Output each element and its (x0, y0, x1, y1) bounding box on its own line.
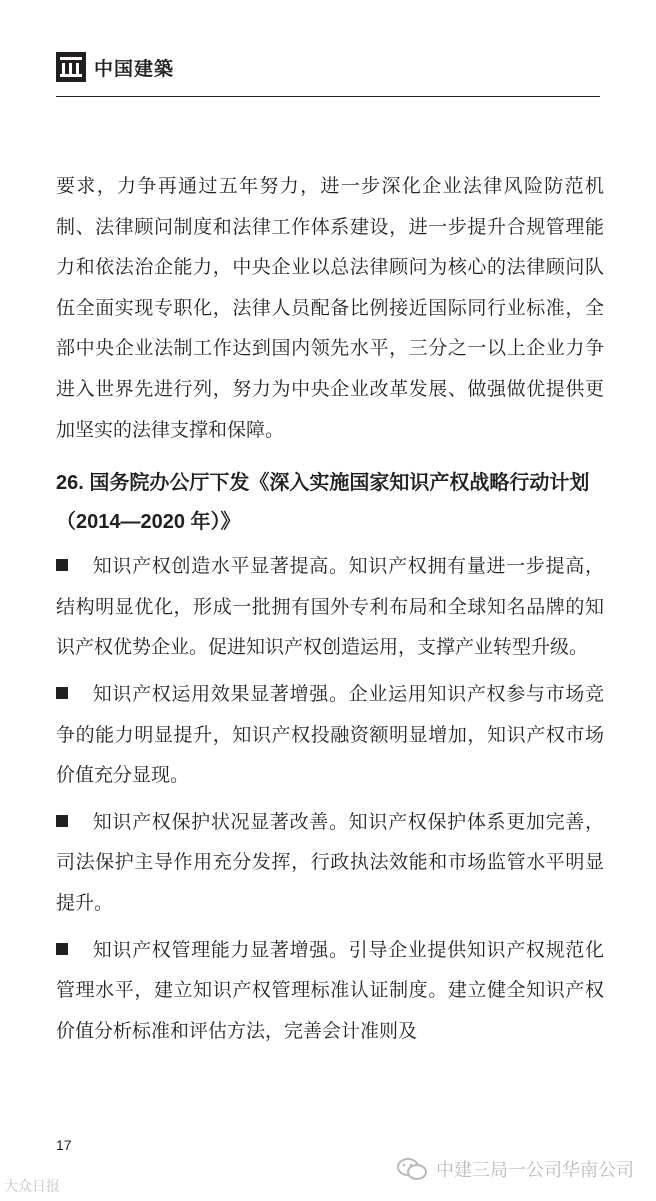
list-item (56, 674, 604, 796)
section-heading: 26. 国务院办公厅下发《深入实施国家知识产权战略行动计划（2014—2020 年）》 (56, 472, 590, 534)
document-body (56, 166, 604, 1051)
watermark-text: 中建三局一公司华南公司 (436, 1160, 634, 1181)
list-item (56, 546, 604, 668)
list-item-text: 知识产权保护状况显著改善。知识产权保护体系更加完善，司法保护主导作用充分发挥，行政执法效能和市场监管水平明显提升。 (56, 810, 604, 914)
square-bullet-icon (56, 687, 68, 699)
list-item-text: 知识产权创造水平显著提高。知识产权拥有量进一步提高，结构明显优化，形成一批拥有国外专利布局和全球知名品牌的知识产权优势企业。促进知识产权创造运用，支撑产业转型升级。 (56, 555, 604, 659)
header-rule (56, 96, 600, 97)
list-item (56, 802, 604, 924)
list-item-text: 知识产权运用效果显著增强。企业运用知识产权参与市场竞争的能力明显提升，知识产权投融资额明显增加，知识产权市场价值充分显现。 (56, 682, 604, 787)
intro-paragraph: 要求，力争再通过五年努力，进一步深化企业法律风险防范机制、法律顾问制度和法律工作体系建设，进一步提升合规管理能力和依法治企能力，中央企业以总法律顾问为核心的法律顾问队伍全面实现专职化，法律人员配备比例接近国际同行业标准，全部中央企业法制工作达到国内领先水平，三分之一以上企业力争进入世界先进行列，努力为中央企业改革发展、做强做优提供更加坚实的法律支撑和保障。 (56, 175, 604, 441)
square-bullet-icon (56, 559, 68, 571)
brand-name: 中国建築 (94, 57, 175, 80)
cscec-logo-icon (56, 52, 86, 82)
wechat-icon (396, 1157, 428, 1181)
square-bullet-icon (56, 943, 68, 955)
square-bullet-icon (56, 815, 68, 827)
watermark-left-text: 大众日报 (4, 1179, 60, 1195)
wechat-watermark (396, 1156, 634, 1182)
list-item-text: 知识产权管理能力显著增强。引导企业提供知识产权规范化管理水平，建立知识产权管理标准认证制度。建立健全知识产权价值分析标准和评估方法，完善会计准则及 (56, 938, 604, 1042)
newspaper-watermark (4, 1176, 60, 1196)
page-number: 17 (56, 1137, 72, 1153)
list-item (56, 930, 604, 1052)
bullet-list (56, 546, 604, 1051)
page-header (56, 50, 174, 84)
